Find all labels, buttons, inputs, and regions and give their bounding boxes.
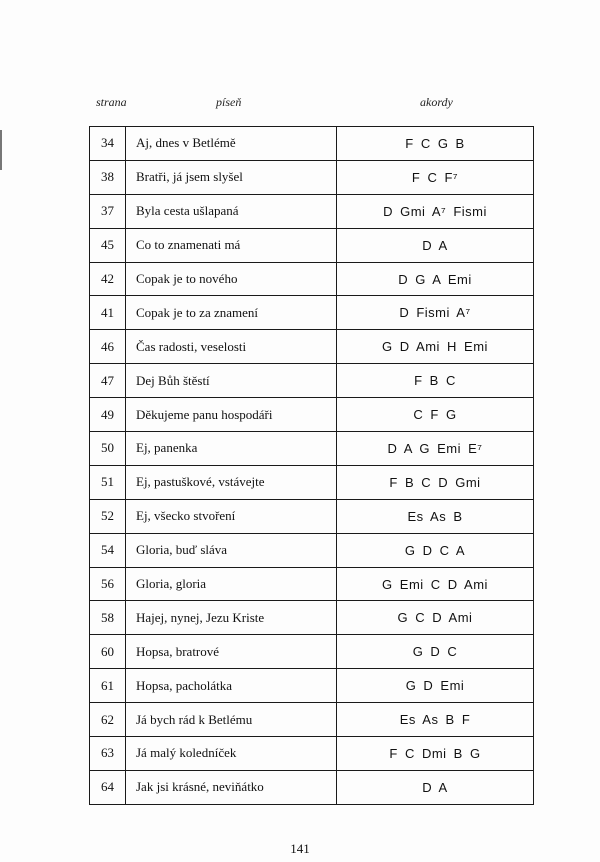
song-chords: G D C A	[337, 533, 534, 567]
table-row	[90, 262, 534, 296]
header-song-column: píseň	[216, 95, 242, 109]
song-chords: G D C	[337, 635, 534, 669]
song-page-number: 46	[90, 330, 126, 364]
song-title: Bratři, já jsem slyšel	[126, 160, 337, 194]
song-title: Aj, dnes v Betlémě	[126, 127, 337, 161]
song-chords: F C F⁷	[337, 160, 534, 194]
song-page-number: 64	[90, 770, 126, 804]
song-page-number: 34	[90, 127, 126, 161]
song-page-number: 63	[90, 737, 126, 771]
song-chords: F B C D Gmi	[337, 465, 534, 499]
song-chords: C F G	[337, 398, 534, 432]
song-chords: G D Ami H Emi	[337, 330, 534, 364]
song-page-number: 58	[90, 601, 126, 635]
song-chords: D A	[337, 770, 534, 804]
song-title: Byla cesta ušlapaná	[126, 194, 337, 228]
song-chords: D G A Emi	[337, 262, 534, 296]
header-chords-column: akordy	[420, 95, 453, 109]
header-page-column: strana	[96, 95, 127, 109]
song-chords: F C G B	[337, 127, 534, 161]
song-title: Copak je to nového	[126, 262, 337, 296]
table-row	[90, 770, 534, 804]
song-title: Co to znamenati má	[126, 228, 337, 262]
song-page-number: 61	[90, 669, 126, 703]
table-row	[90, 499, 534, 533]
table-row	[90, 465, 534, 499]
song-chords: F B C	[337, 364, 534, 398]
table-row	[90, 737, 534, 771]
table-row	[90, 364, 534, 398]
song-chords: Es As B F	[337, 703, 534, 737]
song-page-number: 50	[90, 432, 126, 466]
song-page-number: 41	[90, 296, 126, 330]
song-title: Čas radosti, veselosti	[126, 330, 337, 364]
song-page-number: 47	[90, 364, 126, 398]
table-row	[90, 330, 534, 364]
song-chords: F C Dmi B G	[337, 737, 534, 771]
song-title: Já bych rád k Betlému	[126, 703, 337, 737]
song-page-number: 62	[90, 703, 126, 737]
song-page-number: 56	[90, 567, 126, 601]
song-title: Hopsa, bratrové	[126, 635, 337, 669]
song-chords: G Emi C D Ami	[337, 567, 534, 601]
table-row	[90, 533, 534, 567]
song-chords: D A G Emi E⁷	[337, 432, 534, 466]
song-title: Já malý koledníček	[126, 737, 337, 771]
table-row	[90, 296, 534, 330]
table-row	[90, 432, 534, 466]
song-title: Gloria, gloria	[126, 567, 337, 601]
song-chords: G D Emi	[337, 669, 534, 703]
song-page-number: 38	[90, 160, 126, 194]
song-page-number: 54	[90, 533, 126, 567]
song-page-number: 51	[90, 465, 126, 499]
song-page-number: 60	[90, 635, 126, 669]
page-number: 141	[290, 841, 310, 856]
song-title: Ej, panenka	[126, 432, 337, 466]
song-title: Copak je to za znamení	[126, 296, 337, 330]
table-row	[90, 635, 534, 669]
song-chords: D Fismi A⁷	[337, 296, 534, 330]
song-title: Hajej, nynej, Jezu Kriste	[126, 601, 337, 635]
table-row	[90, 703, 534, 737]
song-title: Gloria, buď sláva	[126, 533, 337, 567]
table-row	[90, 567, 534, 601]
song-title: Hopsa, pacholátka	[126, 669, 337, 703]
song-index-table	[89, 126, 534, 805]
table-row	[90, 228, 534, 262]
table-row	[90, 194, 534, 228]
song-chords: Es As B	[337, 499, 534, 533]
song-page-number: 42	[90, 262, 126, 296]
song-title: Děkujeme panu hospodáři	[126, 398, 337, 432]
table-row	[90, 127, 534, 161]
song-title: Ej, pastuškové, vstávejte	[126, 465, 337, 499]
table-row	[90, 160, 534, 194]
song-title: Ej, všecko stvoření	[126, 499, 337, 533]
song-chords: D Gmi A⁷ Fismi	[337, 194, 534, 228]
song-page-number: 37	[90, 194, 126, 228]
table-row	[90, 669, 534, 703]
song-page-number: 45	[90, 228, 126, 262]
table-row	[90, 398, 534, 432]
song-title: Dej Bůh štěstí	[126, 364, 337, 398]
song-chords: D A	[337, 228, 534, 262]
song-page-number: 49	[90, 398, 126, 432]
song-page-number: 52	[90, 499, 126, 533]
binding-edge	[0, 130, 2, 170]
table-row	[90, 601, 534, 635]
song-chords: G C D Ami	[337, 601, 534, 635]
song-title: Jak jsi krásné, neviňátko	[126, 770, 337, 804]
